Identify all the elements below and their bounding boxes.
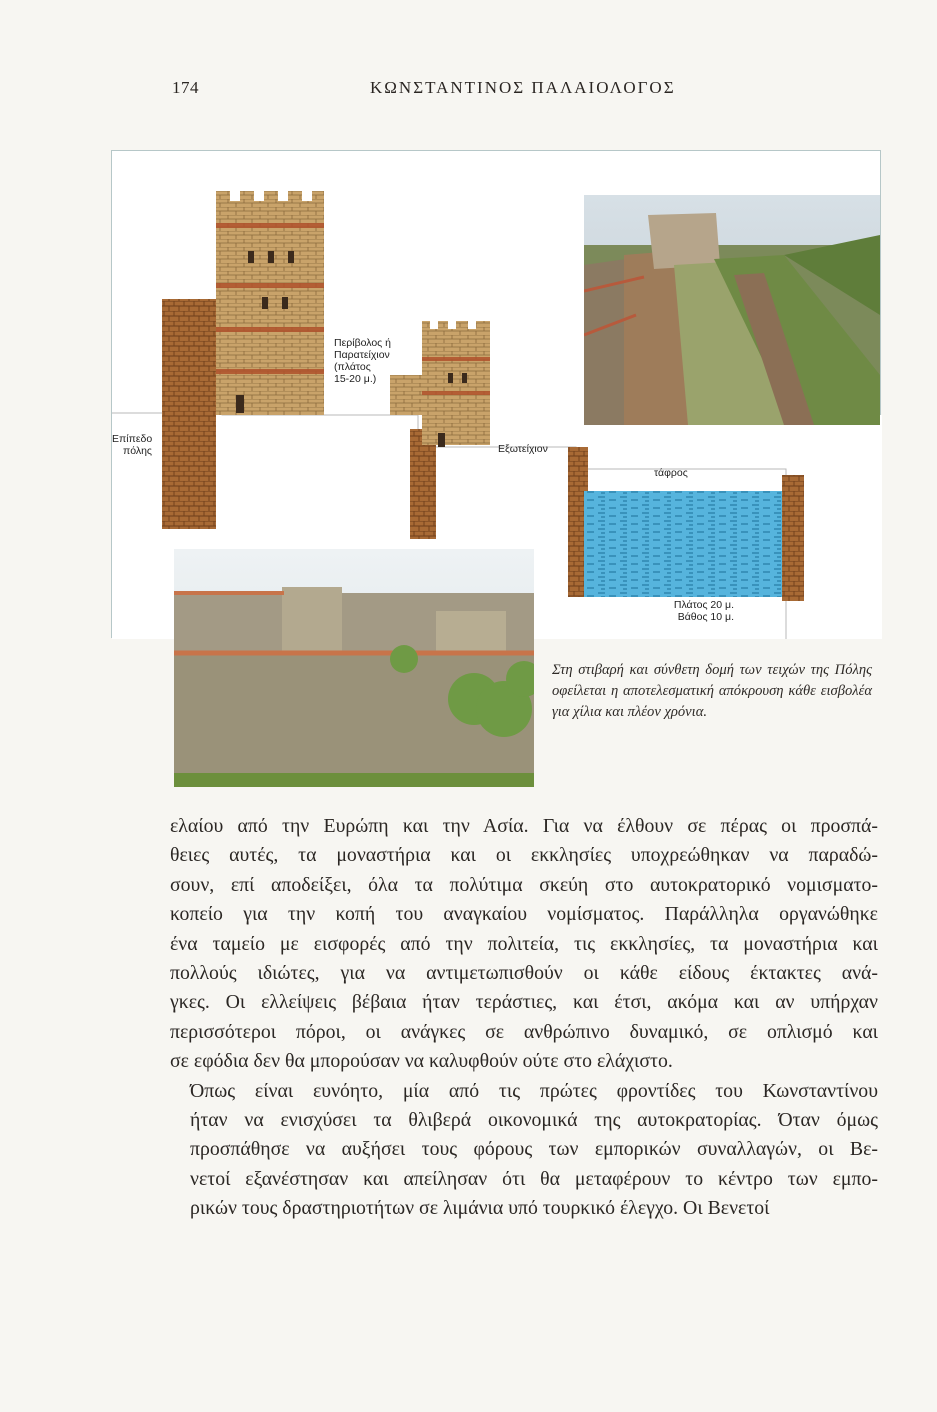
- figure-frame: [111, 150, 881, 638]
- text-line: κοπείο για την κοπή του αναγκαίου νομίσματος. Παράλληλα οργανώθηκε: [170, 903, 878, 926]
- figure-caption: Στη στιβαρή και σύνθετη δομή των τειχών της Πόλης οφείλεται η αποτελεσματική απόκρουση κάθε εισβολέα για χίλια και πλέον χρόνια.: [552, 662, 872, 720]
- label-outer-wall: Εξωτείχιον: [498, 443, 548, 455]
- text-line: ελαίου από την Ευρώπη και την Ασία. Για να έλθουν σε πέρας οι προσπά-: [170, 815, 878, 837]
- text-line: γκες. Οι ελλείψεις βέβαια ήταν τεράστιες, και έτσι, ακόμα και αν υπήρχαν: [170, 991, 878, 1014]
- label-moat: τάφρος: [654, 467, 688, 479]
- text-line: περισσότεροι πόροι, οι ανάγκες σε ανθρώπινο δυναμικό, σε οπλισμό και: [170, 1020, 878, 1043]
- text-line: ρικών τους δραστηριοτήτων σε λιμάνια υπό τουρκικό έλεγχο. Οι Βενετοί: [190, 1197, 770, 1220]
- text-line: ήταν να ενισχύσει τα θλιβερά οικονομικά της αυτοκρατορίας. Όταν όμως: [190, 1109, 878, 1132]
- text-line: Όπως είναι ευνόητο, μία από τις πρώτες φροντίδες του Κωνσταντίνου: [190, 1079, 878, 1102]
- label-peribolos: Περίβολος ή Παρατείχιον (πλάτος 15-20 μ.): [334, 337, 391, 385]
- label-moat-dimensions: Πλάτος 20 μ. Βάθος 10 μ.: [673, 599, 734, 623]
- running-title: ΚΩΝΣΤΑΝΤΙΝΟΣ ΠΑΛΑΙΟΛΟΓΟΣ: [370, 78, 676, 97]
- aerial-walls-photo: [584, 195, 880, 425]
- text-line: νετοί εξανέστησαν και απείλησαν ότι θα μεταφέρουν το κέντρο των εμπο-: [190, 1167, 878, 1190]
- city-walls-photo: [174, 549, 534, 787]
- page-number: 174: [172, 78, 199, 97]
- paragraph-2: [170, 1077, 878, 1224]
- text-line: θειες αυτές, τα μοναστήρια και οι εκκλησίες υποχρεώθηκαν να παραδώ-: [170, 844, 878, 867]
- paragraph-1: [170, 812, 878, 1077]
- text-line: προσπάθησε να αυξήσει τους φόρους των εμπορικών συναλλαγών, οι Βε-: [190, 1138, 878, 1161]
- label-city-level: Επίπεδο πόλης: [112, 433, 153, 457]
- body-text: [170, 812, 878, 1224]
- text-line: σουν, επί αποδείξει, όλα τα πολύτιμα σκεύη στο αυτοκρατορικό νομισματο-: [170, 873, 878, 896]
- text-line: ένα ταμείο με εισφορές από την πολιτεία, τις εκκλησίες, τα μοναστήρια και: [170, 932, 878, 955]
- text-line: πολλούς ιδιώτες, για να αντιμετωπισθούν οι κάθε είδους έκτακτες ανά-: [170, 962, 878, 985]
- text-line: σε εφόδια δεν θα μπορούσαν να καλυφθούν ούτε στο ελάχιστο.: [170, 1050, 673, 1073]
